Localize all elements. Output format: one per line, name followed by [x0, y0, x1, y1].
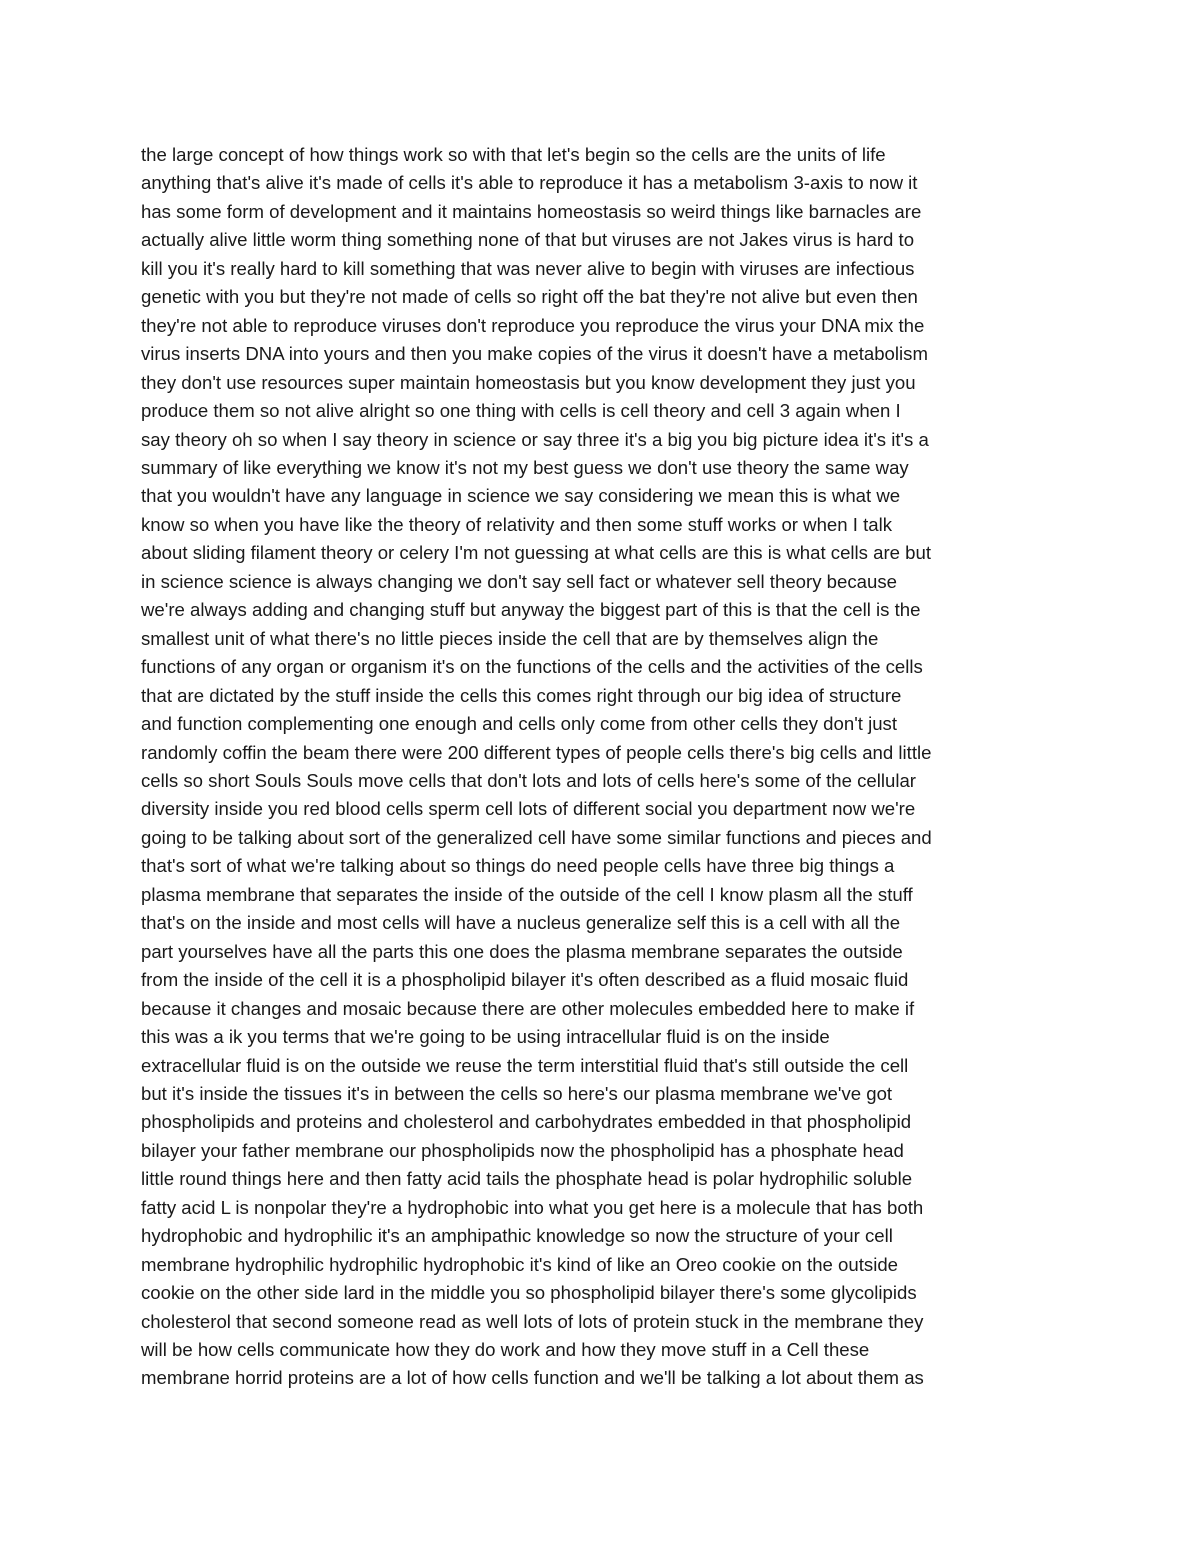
text-line: membrane horrid proteins are a lot of how cells function and we'll be talking a lot about them as: [141, 1367, 924, 1389]
text-line: little round things here and then fatty acid tails the phosphate head is polar hydrophilic soluble: [141, 1168, 913, 1190]
text-line: cookie on the other side lard in the middle you so phospholipid bilayer there's some glycolipids: [141, 1282, 917, 1304]
text-line: diversity inside you red blood cells sperm cell lots of different social you department now we're: [141, 798, 916, 820]
text-line: smallest unit of what there's no little pieces inside the cell that are by themselves align the: [141, 627, 879, 649]
text-line: cells so short Souls Souls move cells that don't lots and lots of cells here's some of the cellular: [141, 769, 916, 791]
text-line: the large concept of how things work so with that let's begin so the cells are the units of life: [141, 144, 886, 165]
text-line: in science science is always changing we don't say sell fact or whatever sell theory because: [141, 570, 897, 592]
text-line: about sliding filament theory or celery I'm not guessing at what cells are this is what cells are but: [141, 542, 932, 564]
text-line: functions of any organ or organism it's on the functions of the cells and the activities of the cells: [141, 656, 923, 678]
text-line: but it's inside the tissues it's in between the cells so here's our plasma membrane we've got: [141, 1082, 893, 1104]
text-line: anything that's alive it's made of cells it's able to reproduce it has a metabolism 3-axis to now it: [141, 172, 918, 194]
text-line: genetic with you but they're not made of cells so right off the bat they're not alive but even then: [141, 286, 918, 308]
text-line: fatty acid L is nonpolar they're a hydrophobic into what you get here is a molecule that has both: [141, 1196, 924, 1218]
text-line: will be how cells communicate how they do work and how they move stuff in a Cell these: [141, 1339, 870, 1361]
text-line: actually alive little worm thing something none of that but viruses are not Jakes virus is hard to: [141, 229, 915, 251]
text-line: summary of like everything we know it's not my best guess we don't use theory the same way: [141, 456, 909, 478]
text-line: randomly coffin the beam there were 200 different types of people cells there's big cells and little: [141, 741, 932, 763]
text-line: bilayer your father membrane our phospholipids now the phospholipid has a phosphate head: [141, 1139, 904, 1161]
text-line: we're always adding and changing stuff but anyway the biggest part of this is that the cell is the: [141, 599, 921, 621]
transcript-text: [141, 141, 1071, 1393]
text-line: phospholipids and proteins and cholesterol and carbohydrates embedded in that phospholipid: [141, 1111, 912, 1133]
text-line: that are dictated by the stuff inside the cells this comes right through our big idea of structure: [141, 684, 902, 706]
text-line: they don't use resources super maintain homeostasis but you know development they just you: [141, 371, 916, 393]
text-line: kill you it's really hard to kill something that was never alive to begin with viruses are infectious: [141, 257, 915, 279]
text-line: this was a ik you terms that we're going to be using intracellular fluid is on the inside: [141, 1026, 830, 1048]
text-line: and function complementing one enough and cells only come from other cells they don't just: [141, 713, 898, 735]
text-line: cholesterol that second someone read as well lots of lots of protein stuck in the membrane they: [141, 1310, 924, 1332]
text-line: say theory oh so when I say theory in science or say three it's a big you big picture idea it's it's a: [141, 428, 929, 450]
text-line: virus inserts DNA into yours and then you make copies of the virus it doesn't have a metabolism: [141, 343, 928, 365]
text-line: that you wouldn't have any language in science we say considering we mean this is what we: [141, 485, 901, 507]
text-line: going to be talking about sort of the generalized cell have some similar functions and pieces and: [141, 826, 932, 848]
text-line: extracellular fluid is on the outside we reuse the term interstitial fluid that's still outside the cell: [141, 1054, 909, 1076]
text-line: that's sort of what we're talking about so things do need people cells have three big things a: [141, 855, 895, 877]
text-line: has some form of development and it maintains homeostasis so weird things like barnacles are: [141, 200, 922, 222]
text-line: plasma membrane that separates the inside of the outside of the cell I know plasm all the stuff: [141, 883, 913, 905]
text-line: from the inside of the cell it is a phospholipid bilayer it's often described as a fluid mosaic fluid: [141, 969, 909, 991]
text-line: membrane hydrophilic hydrophilic hydrophobic it's kind of like an Oreo cookie on the outside: [141, 1253, 899, 1275]
text-line: that's on the inside and most cells will have a nucleus generalize self this is a cell with all the: [141, 912, 901, 934]
text-line: because it changes and mosaic because there are other molecules embedded here to make if: [141, 997, 915, 1019]
text-line: they're not able to reproduce viruses don't reproduce you reproduce the virus your DNA mix the: [141, 314, 925, 336]
text-line: know so when you have like the theory of relativity and then some stuff works or when I talk: [141, 513, 893, 535]
text-line: part yourselves have all the parts this one does the plasma membrane separates the outside: [141, 940, 903, 962]
text-line: hydrophobic and hydrophilic it's an amphipathic knowledge so now the structure of your cell: [141, 1225, 893, 1247]
text-line: produce them so not alive alright so one thing with cells is cell theory and cell 3 again when I: [141, 400, 901, 422]
